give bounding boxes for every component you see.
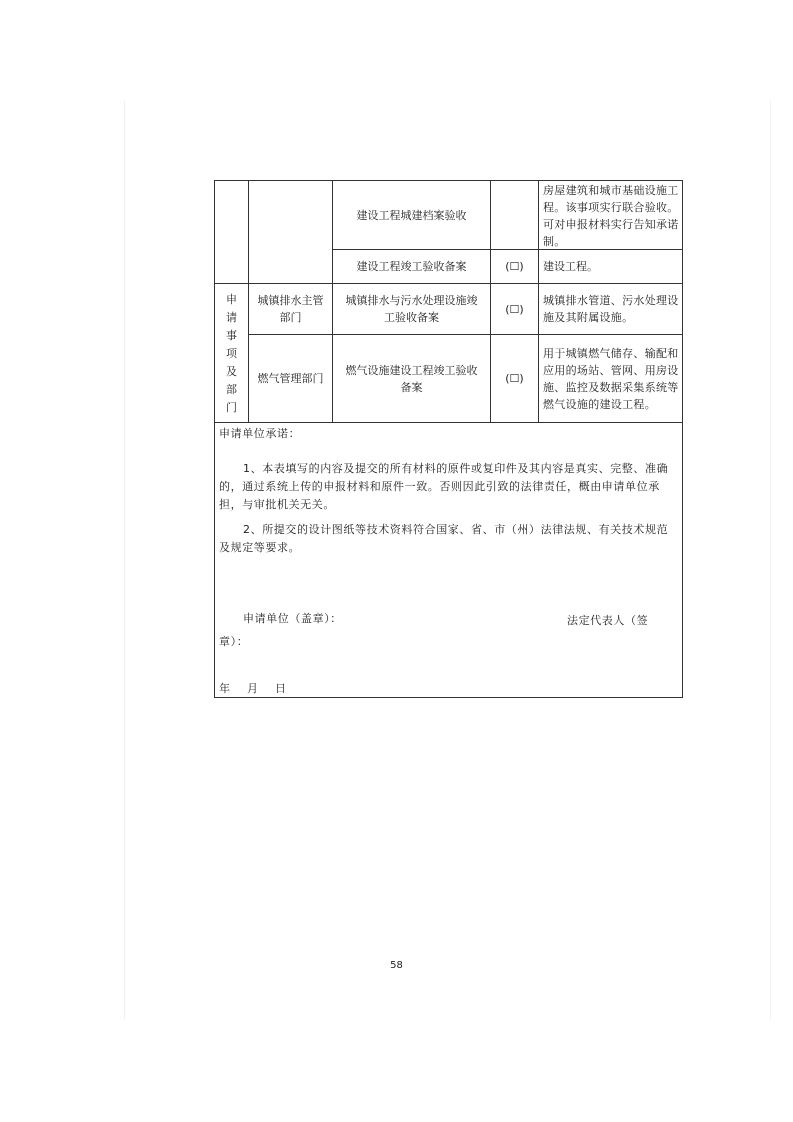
page-edge [770,100,771,1020]
row-item: 建设工程城建档案验收 [356,208,467,222]
row-department: 城镇排水主管部门 [257,294,324,324]
applicant-seal-label: 申请单位（盖章）： [243,612,342,625]
row-check: (☐) [505,260,524,273]
commitment-item-2: 2、所提交的设计图纸等技术资料符合国家、省、市（州）法律法规、有关技术规范及规定等要求。 [219,523,669,554]
row-scope: 用于城镇燃气储存、输配和应用的场站、管网、用房设施、监控及数据采集系统等燃气设施的建设工程。 [543,346,679,411]
page-number: 58 [390,960,403,971]
category-header: 申请事项及部门 [226,293,237,414]
commitment-item-1: 1、本表填写的内容及提交的所有材料的原件或复印件及其内容是真实、完整、准确的，通过系统上传的申报材料和原件一致。否则因此引致的法律责任，概由申请单位承担，与审批机关无关。 [219,462,669,511]
date-line: 年 月 日 [219,682,287,695]
row-scope: 建设工程。 [543,260,598,273]
row-item: 城镇排水与污水处理设施竣工验收备案 [345,294,478,324]
row-item: 建设工程竣工验收备案 [356,260,467,273]
page-edge [124,100,125,1020]
row-scope: 房屋建筑和城市基础设施工程。该事项实行联合验收。可对申报材料实行告知承诺制。 [543,184,679,248]
row-scope: 城镇排水管道、污水处理设施及其附属设施。 [543,294,679,324]
legal-representative-label: 法定代表人（签章）： [219,614,649,648]
commitment-heading: 申请单位承诺： [219,427,301,440]
row-department: 燃气管理部门 [257,372,324,385]
row-check [491,181,538,249]
row-check: (☐) [505,302,524,316]
row-item: 燃气设施建设工程竣工验收备案 [345,363,478,394]
row-check: (☐) [505,372,524,385]
